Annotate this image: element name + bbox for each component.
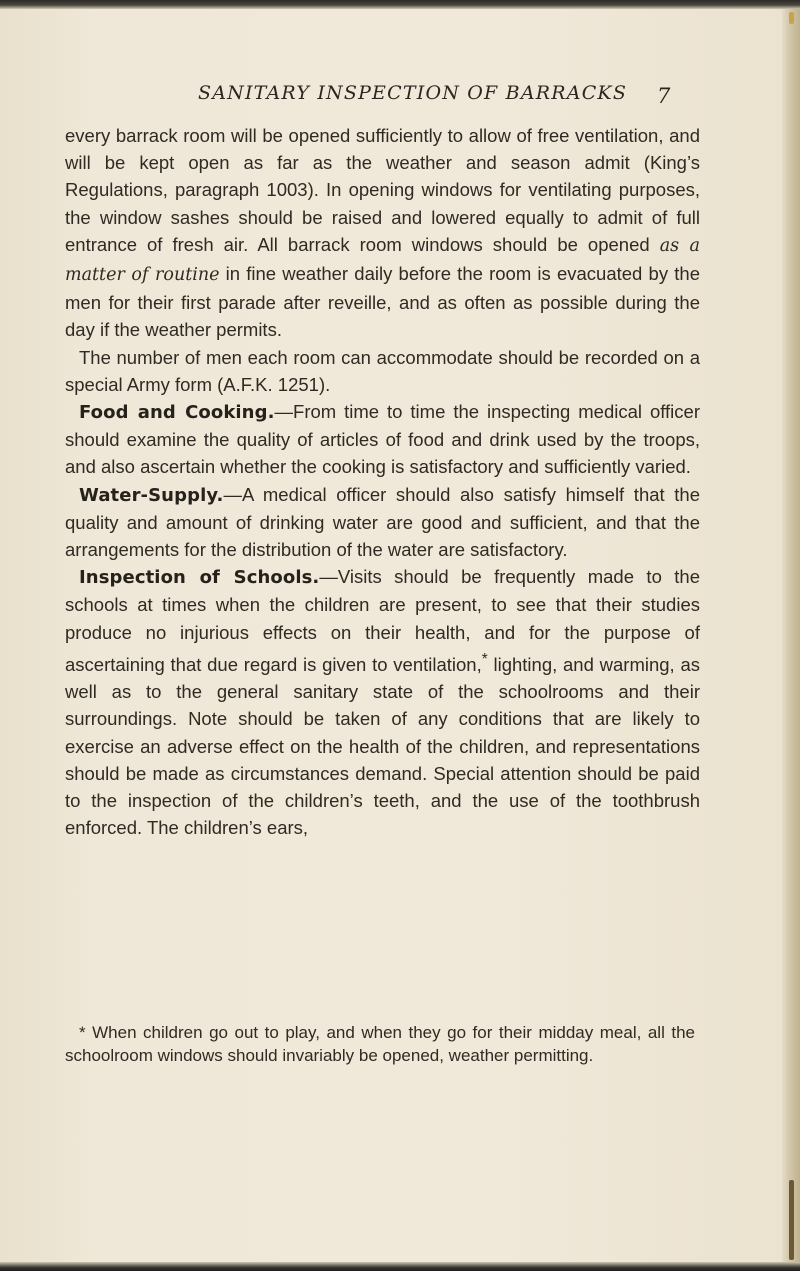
edge-stain <box>789 1180 794 1260</box>
footnote-marker: * <box>79 1023 86 1042</box>
page-top-edge <box>0 0 800 9</box>
edge-stain <box>789 12 794 24</box>
footnote <box>65 1021 695 1067</box>
paragraph-room-capacity: The number of men each room can accommodate should be recorded on a special Army form (A.F.K. 1251). <box>65 346 700 395</box>
page-bottom-edge <box>0 1262 800 1271</box>
paragraph-inspection-schools: Inspection of Schools.—Visits should be frequently made to the schools at times when the children are present, to see that their studies produce no injurious effects on their health, and for the purpose of ascertaining that due regard is given to ventilation,* lighting, and warming, as well as to the general sanitary state of the schoolrooms and their surroundings. Note should be taken of any conditions that are likely to exercise an adverse effect on the health of the children, and representations should be made as circumstances demand. Special attention should be paid to the inspection of the children’s teeth, and the use of the toothbrush enforced. The children’s ears, <box>65 566 700 839</box>
paragraph-food-cooking: Food and Cooking.—From time to time the inspecting medical officer should examine the quality of articles of food and drink used by the troops, and also ascertain whether the cooking is satisfactory and sufficiently varied. <box>65 401 700 478</box>
page-number: 7 <box>657 84 671 108</box>
page-right-edge <box>782 9 800 1262</box>
section-heading-food-cooking: Food and Cooking. <box>79 402 275 424</box>
section-heading-water-supply: Water-Supply. <box>79 484 224 506</box>
body-text <box>65 122 700 841</box>
running-title: SANITARY INSPECTION OF BARRACKS <box>198 82 628 104</box>
section-heading-inspection-schools: Inspection of Schools. <box>79 567 320 589</box>
paragraph-water-supply: Water-Supply.—A medical officer should also satisfy himself that the quality and amount of drinking water are good and sufficient, and that the arrangements for the distribution of the water are satisfactory. <box>65 483 700 561</box>
paragraph-ventilation: every barrack room will be opened sufficiently to allow of free ventilation, and will be kept open as far as the weather and season admit (King’s Regulations, paragraph 1003). In opening windows for ventilating purposes, the window sashes should be raised and lowered equally to admit of full entrance of fresh air. All barrack room windows should be opened as a matter of routine in fine weather daily before the room is evacuated by the men for their first parade after reveille, and as often as possible during the day if the weather permits. <box>65 125 700 341</box>
italic-phrase: as a matter of routine <box>65 235 700 286</box>
footnote-text: When children go out to play, and when they go for their midday meal, all the schoolroom windows should invariably be opened, weather permitting. <box>65 1023 695 1065</box>
footnote-reference: * <box>481 650 488 668</box>
